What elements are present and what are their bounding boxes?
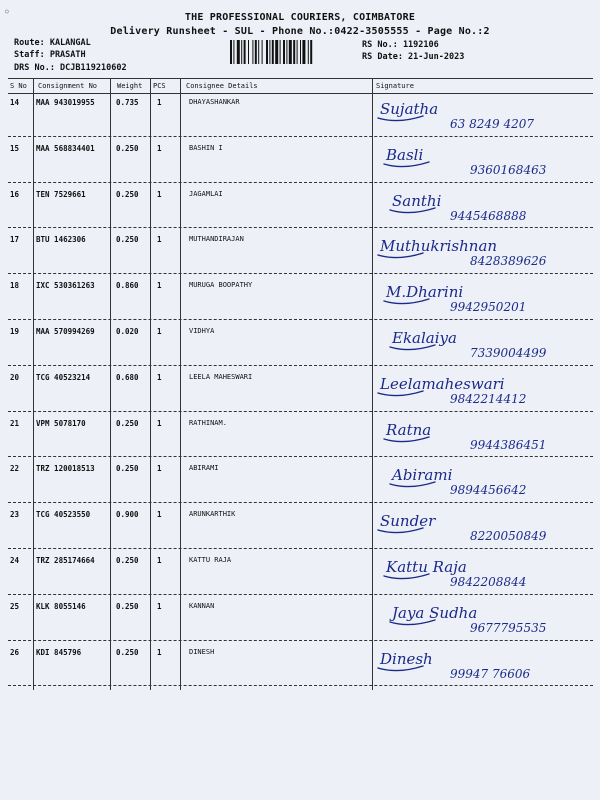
svg-text:Muthukrishnan: Muthukrishnan — [380, 237, 498, 256]
signature-handwriting — [360, 642, 595, 686]
consignee-name: KANNAN — [189, 601, 215, 610]
row-separator — [8, 548, 593, 549]
consignment-number: TCG 40523214 — [36, 372, 91, 382]
weight-value: 0.020 — [116, 327, 139, 336]
row-sno: 17 — [10, 235, 20, 245]
svg-text:9944386451: 9944386451 — [470, 437, 547, 452]
signature-handwriting — [360, 504, 595, 548]
signature-handwriting — [360, 229, 595, 273]
consignee-name: VIDHYA — [189, 327, 215, 335]
weight-value: 0.250 — [116, 143, 139, 153]
weight-value: 0.680 — [116, 372, 139, 382]
consignment-number: MAA 568834401 — [36, 143, 95, 153]
signature-handwriting — [360, 321, 595, 365]
svg-text:7339004499: 7339004499 — [470, 346, 547, 360]
signature-handwriting — [360, 92, 595, 136]
svg-text:9842214412: 9842214412 — [450, 391, 527, 406]
consignment-number: BTU 1462306 — [36, 235, 86, 245]
consignment-number: MAA 943019955 — [36, 98, 95, 107]
row-separator — [8, 273, 593, 274]
svg-text:63 8249 4207: 63 8249 4207 — [450, 117, 534, 131]
row-sno: 16 — [10, 189, 20, 199]
col-header-signature: Signature — [376, 82, 414, 90]
svg-text:Basli: Basli — [386, 145, 424, 164]
row-separator — [8, 594, 593, 595]
col-header-sno: S No — [10, 82, 27, 90]
consignee-name: JAGAMLAI — [189, 189, 223, 198]
row-sno: 24 — [10, 556, 20, 565]
weight-value: 0.250 — [116, 647, 139, 657]
consignee-name: RATHINAM. — [189, 418, 227, 427]
svg-text:Dinesh: Dinesh — [380, 649, 433, 668]
consignment-number: TCG 40523550 — [36, 510, 91, 520]
consignment-number: TRZ 285174664 — [36, 556, 95, 565]
pieces-count: 1 — [157, 143, 162, 153]
weight-value: 0.250 — [116, 418, 139, 428]
svg-text:9942950201: 9942950201 — [450, 300, 527, 315]
col-divider — [33, 79, 34, 690]
svg-text:99947 76606: 99947 76606 — [450, 666, 531, 681]
drs-number: DRS No.: DCJB119210602 — [14, 63, 127, 73]
row-sno: 22 — [10, 464, 20, 474]
weight-value: 0.250 — [116, 556, 139, 565]
consignee-name: ABIRAMI — [189, 464, 219, 473]
col-divider — [150, 79, 151, 690]
pieces-count: 1 — [157, 189, 162, 199]
weight-value: 0.250 — [116, 464, 139, 474]
consignment-number: VPM 5078170 — [36, 418, 86, 428]
row-sno: 26 — [10, 647, 20, 657]
consignee-name: LEELA MAHESWARI — [189, 372, 253, 381]
svg-text:Ekalaiya: Ekalaiya — [392, 329, 457, 347]
svg-text:Leelamaheswari: Leelamaheswari — [380, 374, 505, 393]
pieces-count: 1 — [157, 327, 162, 336]
row-separator — [8, 136, 593, 137]
pieces-count: 1 — [157, 372, 162, 382]
company-title: THE PROFESSIONAL COURIERS, COIMBATORE — [184, 12, 416, 23]
weight-value: 0.735 — [116, 98, 139, 107]
svg-text:8428389626: 8428389626 — [470, 254, 547, 269]
signature-handwriting — [360, 458, 595, 502]
svg-text:Sunder: Sunder — [380, 512, 436, 531]
svg-text:Kattu Raja: Kattu Raja — [386, 558, 467, 576]
row-sno: 18 — [10, 281, 20, 291]
pieces-count: 1 — [157, 601, 162, 611]
consignee-name: ARUNKARTHIK — [189, 510, 236, 519]
consignment-number: TEN 7529661 — [36, 189, 86, 199]
svg-text:Sujatha: Sujatha — [380, 100, 439, 118]
pieces-count: 1 — [157, 281, 162, 291]
pieces-count: 1 — [157, 418, 162, 428]
col-header-pcs: PCS — [153, 82, 166, 90]
svg-text:Ratna: Ratna — [386, 420, 432, 439]
runsheet-title: Delivery Runsheet - SUL - Phone No.:0422-3505555 - Page No.:2 — [110, 26, 490, 37]
svg-text:9445468888: 9445468888 — [450, 208, 527, 223]
signature-handwriting — [360, 413, 595, 457]
signature-handwriting — [360, 550, 595, 594]
row-separator — [8, 502, 593, 503]
svg-text:Abirami: Abirami — [392, 466, 453, 485]
svg-text:8220050849: 8220050849 — [470, 529, 547, 544]
route-label: Route: KALANGAL — [14, 38, 91, 48]
row-separator — [8, 227, 593, 228]
consignment-number: IXC 530361263 — [36, 281, 95, 291]
consignee-name: MUTHANDIRAJAN — [189, 235, 244, 244]
row-sno: 15 — [10, 143, 20, 153]
pieces-count: 1 — [157, 510, 162, 520]
row-sno: 21 — [10, 418, 20, 428]
registration-mark-icon: ⸰ — [4, 7, 10, 18]
staff-label: Staff: PRASATH — [14, 50, 86, 60]
pieces-count: 1 — [157, 98, 162, 107]
row-sno: 23 — [10, 510, 20, 520]
row-separator — [8, 319, 593, 320]
col-divider — [180, 79, 181, 690]
signature-handwriting — [360, 138, 595, 182]
pieces-count: 1 — [157, 556, 162, 565]
signature-handwriting — [360, 184, 595, 228]
consignee-name: DHAYASHANKAR — [189, 98, 240, 106]
svg-text:M.Dharini: M.Dharini — [386, 283, 464, 302]
consignment-number: MAA 570994269 — [36, 327, 95, 336]
signature-handwriting — [360, 275, 595, 319]
signature-handwriting — [360, 367, 595, 411]
svg-text:9842208844: 9842208844 — [450, 575, 527, 589]
rs-number: RS No.: 1192106 — [362, 40, 439, 50]
row-separator — [8, 685, 593, 686]
svg-text:Jaya Sudha: Jaya Sudha — [392, 603, 478, 622]
svg-text:Santhi: Santhi — [392, 191, 442, 210]
consignment-number: KDI 845796 — [36, 647, 82, 657]
col-divider — [110, 79, 111, 690]
consignee-name: BASHIN I — [189, 143, 223, 152]
barcode — [230, 40, 354, 64]
consignment-number: KLK 8055146 — [36, 601, 86, 611]
row-separator — [8, 640, 593, 641]
weight-value: 0.860 — [116, 281, 139, 291]
svg-text:9894456642: 9894456642 — [450, 483, 527, 498]
consignee-name: DINESH — [189, 647, 215, 656]
weight-value: 0.250 — [116, 235, 139, 245]
pieces-count: 1 — [157, 647, 162, 657]
consignee-name: KATTU RAJA — [189, 556, 232, 564]
pieces-count: 1 — [157, 235, 162, 245]
svg-text:9677795535: 9677795535 — [470, 620, 547, 635]
signature-handwriting — [360, 596, 595, 640]
pieces-count: 1 — [157, 464, 162, 474]
weight-value: 0.900 — [116, 510, 139, 520]
weight-value: 0.250 — [116, 601, 139, 611]
rs-date: RS Date: 21-Jun-2023 — [362, 52, 465, 62]
table-top-rule — [8, 78, 593, 79]
consignment-number: TRZ 120018513 — [36, 464, 95, 474]
row-separator — [8, 456, 593, 457]
svg-text:9360168463: 9360168463 — [470, 162, 547, 177]
consignee-name: MURUGA BOOPATHY — [189, 281, 253, 290]
row-separator — [8, 411, 593, 412]
row-sno: 20 — [10, 372, 20, 382]
row-separator — [8, 182, 593, 183]
col-header-weight: Weight — [117, 82, 143, 90]
col-header-consignee: Consignee Details — [186, 82, 258, 90]
row-separator — [8, 365, 593, 366]
row-sno: 14 — [10, 98, 20, 107]
row-sno: 19 — [10, 327, 20, 336]
weight-value: 0.250 — [116, 189, 139, 199]
row-sno: 25 — [10, 601, 20, 611]
col-header-consignment: Consignment No — [38, 82, 98, 90]
